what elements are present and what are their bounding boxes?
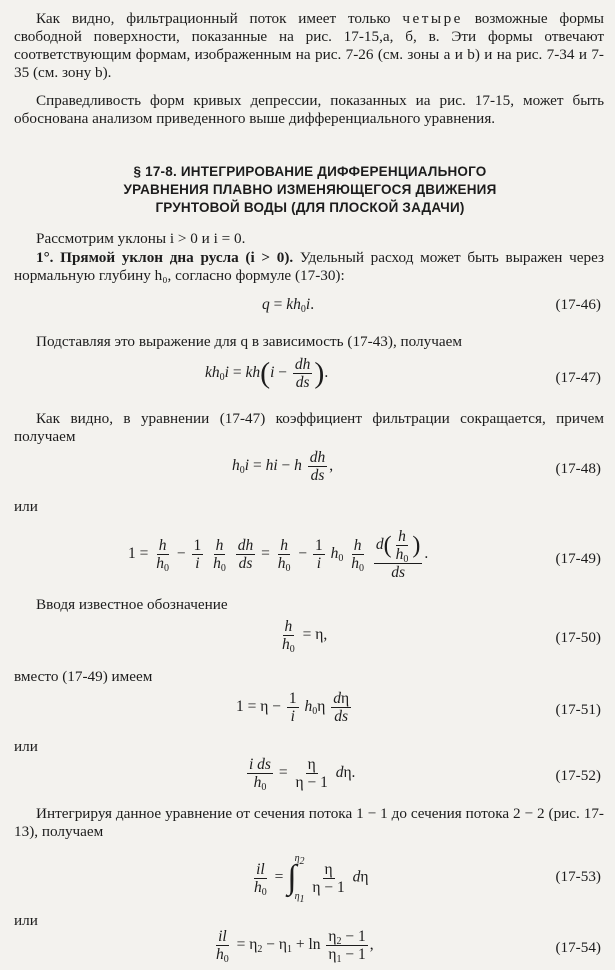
spaced-word: четыре (402, 10, 463, 27)
equation-number: (17-51) (555, 701, 601, 718)
equation-number: (17-52) (555, 767, 601, 784)
equation-17-46: $q = kh_0i$. (17-46) (262, 296, 601, 315)
word-ili: или (14, 498, 38, 515)
equation-17-54: $\frac{il}{h_0}$ = $\eta_2 - \eta_1 + \ln$ $\frac{\eta_2 - 1}{\eta_1 - 1}$ , (17-54) (216, 928, 601, 965)
equation-number: (17-53) (555, 868, 601, 885)
paragraph-substitute: Подставляя это выражение для q в зависимость (17-43), получаем (36, 333, 462, 350)
equation-number: (17-48) (555, 460, 601, 477)
equation-number: (17-46) (555, 296, 601, 313)
word-ili: или (14, 912, 38, 929)
label-instead-of: вместо (17-49) имеем (14, 668, 153, 685)
equation-17-51: 1 = η − $\frac{1}{i}$ $h_0\eta$ $\frac{d\eta}{ds}$ (17-51) (236, 690, 601, 725)
equation-17-47: $kh_0i = kh(i$ − $\frac{dh}{ds}$ ). (17-47) (205, 356, 601, 391)
equation-number: (17-50) (555, 629, 601, 646)
paragraph-free-surface-forms: Как видно, фильтрационный поток имеет только четыре возможные формы свободной поверхности, показанные на рис. 17-15,а, б, в. Эти формы отвечают соответствующим формам, изображенным на рис. 7-26 (см. зоны a и b) и на рис. 7-34 и 7-35 (см. зону b). (14, 10, 605, 81)
paragraph-slopes: Рассмотрим уклоны i > 0 и i = 0. (36, 230, 246, 247)
paragraph-depression-curves: Справедливость форм кривых депрессии, показанных иа рис. 17-15, может быть обоснована анализом приведенного выше дифференциального уравнения. (14, 92, 604, 127)
equation-17-49: 1 = $\frac{h}{h_0}$ − $\frac{1}{i}$ $\frac{h}{h_0}$ $\frac{dh}{ds}$ = $\frac{h}{h_0}$ − $\frac{1}{i}$ $h_0$ $\frac{h}{h_0}$ d( $\frac{h}{h_0}$ ) ds . (17-49) (128, 528, 601, 581)
equation-17-53: $\frac{il}{h_0}$ = ∫ $\eta_2$ $\eta_1$ $\frac{\eta}{\eta - 1}$ dη (17-53) (254, 853, 601, 905)
paragraph-notation: Вводя известное обозначение (36, 596, 228, 613)
equation-17-50: $\frac{h}{h_0}$ = η, (17-50) (282, 618, 601, 655)
equation-17-48: $h_0i$ = hi − h $\frac{dh}{ds}$ , (17-48) (232, 449, 601, 484)
equation-number: (17-49) (555, 550, 601, 567)
paragraph-filtration-coefficient: Как видно, в уравнении (17-47) коэффициент фильтрации сокращается, причем получаем (14, 410, 604, 445)
equation-number: (17-54) (555, 939, 601, 956)
paragraph-integrating: Интегрируя данное уравнение от сечения потока 1 − 1 до сечения потока 2 − 2 (рис. 17-13), получаем (14, 805, 604, 840)
word-ili: или (14, 738, 38, 755)
equation-17-52: $\frac{\text{i ds}}{h_0}$ = $\frac{\eta}{\eta - 1}$ dη. (17-52) (249, 756, 601, 793)
paragraph-direct-slope: 1°. Прямой уклон дна русла (i > 0). Удельный расход может быть выражен через нормальную глубину h₀, согласно формуле (17-30): (14, 249, 604, 284)
equation-number: (17-47) (555, 369, 601, 386)
section-heading: § 17-8. ИНТЕГРИРОВАНИЕ ДИФФЕРЕНЦИАЛЬНОГО УРАВНЕНИЯ ПЛАВНО ИЗМЕНЯЮЩЕГОСЯ ДВИЖЕНИЯ ГРУНТОВОЙ ВОДЫ (ДЛЯ ПЛОСКОЙ ЗАДАЧИ) (123, 164, 497, 215)
